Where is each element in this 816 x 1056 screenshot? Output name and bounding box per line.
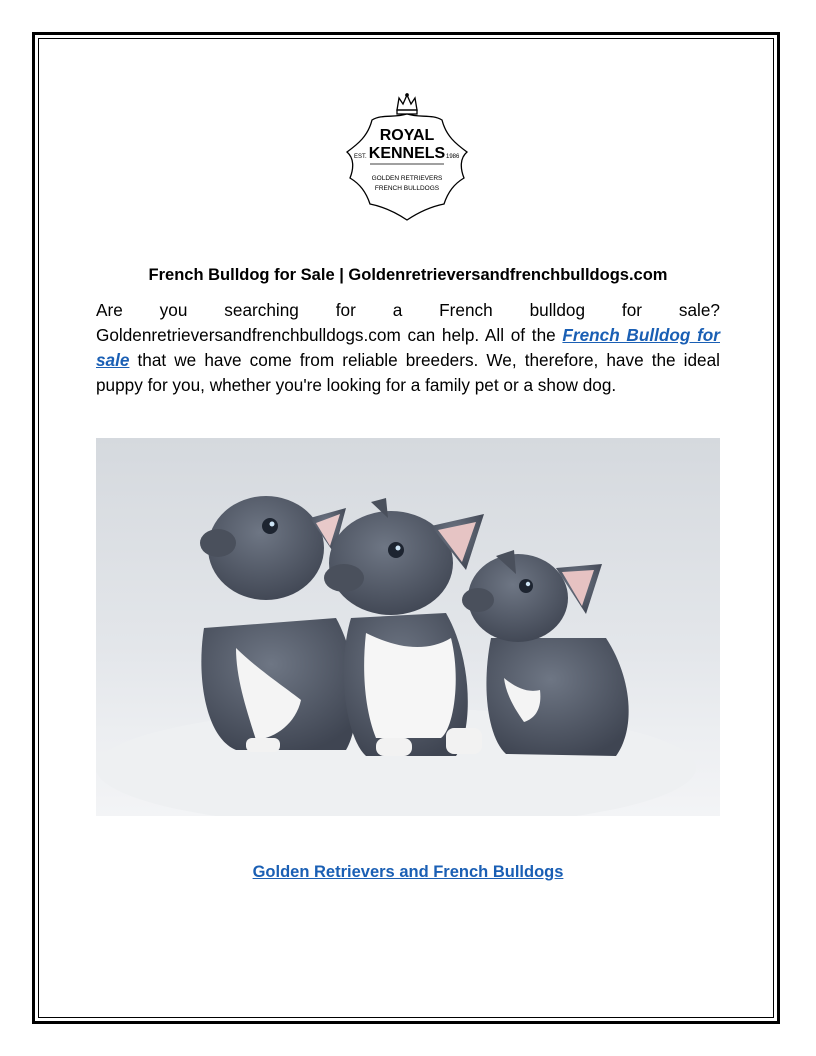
puppies-illustration bbox=[96, 438, 720, 816]
intro-text-after: that we have come from reliable breeders. We, therefore, have the ideal puppy for you, whether you're looking for a family pet or a show dog. bbox=[96, 350, 720, 395]
golden-retrievers-and-french-bulldogs-link[interactable]: Golden Retrievers and French Bulldogs bbox=[252, 863, 564, 881]
logo-tagline-2: FRENCH BULLDOGS bbox=[374, 185, 440, 192]
royal-kennels-logo bbox=[342, 92, 472, 224]
intro-paragraph bbox=[96, 298, 720, 398]
footer-link-container bbox=[96, 860, 720, 884]
french-bulldog-for-sale-link[interactable]: French Bulldog for sale bbox=[96, 325, 720, 370]
page-title: French Bulldog for Sale | Goldenretrieversandfrenchbulldogs.com bbox=[148, 266, 668, 284]
logo-name-line2: KENNELS bbox=[368, 145, 446, 162]
puppy-left bbox=[200, 496, 357, 752]
logo-tagline-1: GOLDEN RETRIEVERS bbox=[371, 175, 443, 182]
intro-text-before: Are you searching for a French bulldog for sale? Goldenretrieversandfrenchbulldogs.com can help. All of the bbox=[96, 300, 720, 345]
logo-name-line1: ROYAL bbox=[379, 127, 435, 144]
puppies-photo bbox=[96, 438, 720, 816]
crown-icon bbox=[397, 94, 417, 114]
logo-est-right: 1986 bbox=[446, 154, 460, 160]
logo-est-left: EST. bbox=[354, 154, 367, 160]
